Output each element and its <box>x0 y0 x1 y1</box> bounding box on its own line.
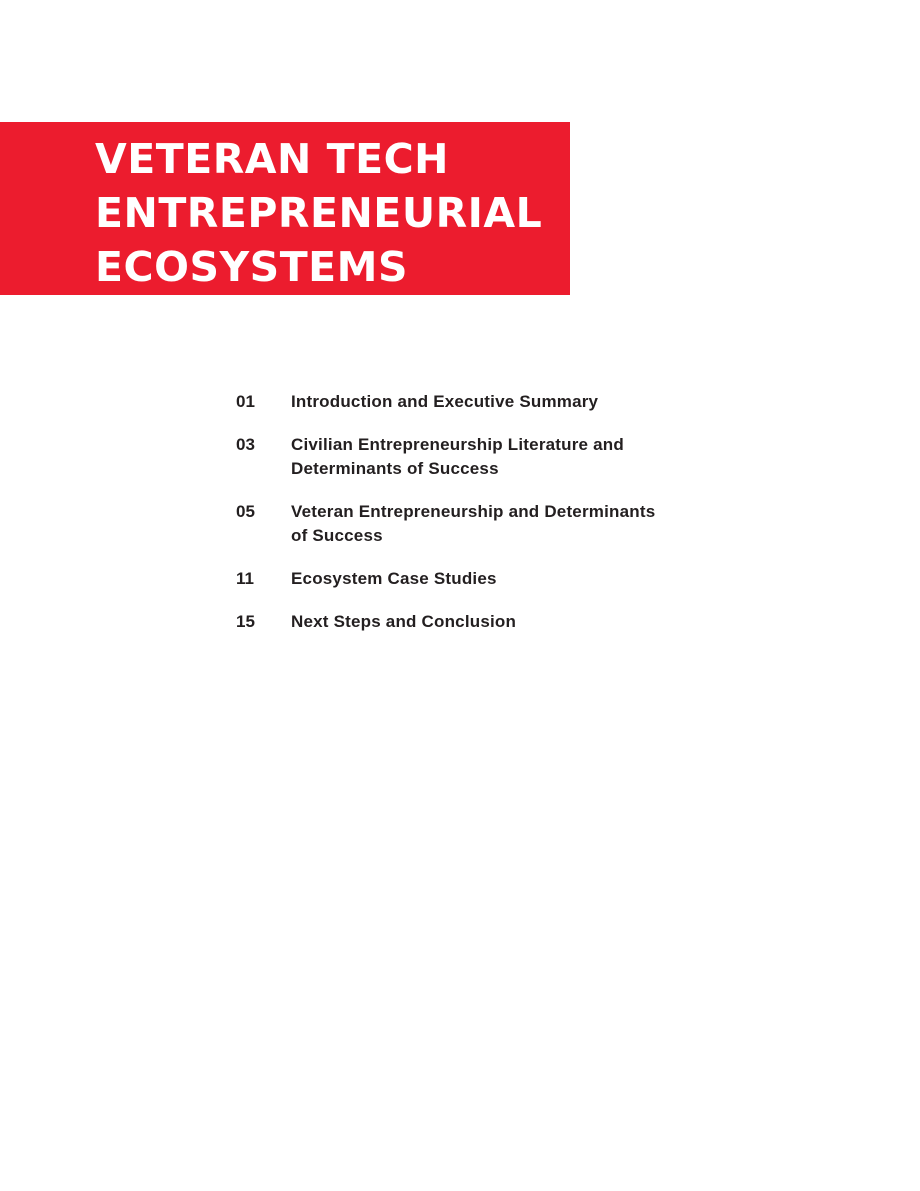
toc-entry-title <box>291 390 598 414</box>
toc-page-number: 01 <box>236 392 255 411</box>
toc-entry-case-studies[interactable] <box>236 567 716 591</box>
toc-entry-title-line: of Success <box>291 526 383 545</box>
toc-page-number: 03 <box>236 435 255 454</box>
toc-entry-title-line: Ecosystem Case Studies <box>291 569 497 588</box>
toc-entry-veteran-entrepreneurship[interactable] <box>236 500 716 548</box>
toc-entry-title <box>291 433 624 481</box>
toc-entry-title <box>291 567 497 591</box>
toc-entry-title <box>291 610 516 634</box>
table-of-contents <box>236 390 716 653</box>
toc-entry-title-line: Introduction and Executive Summary <box>291 392 599 411</box>
toc-entry-title-line: Civilian Entrepreneurship Literature and <box>291 435 624 454</box>
report-title-line: ENTREPRENEURIAL <box>95 189 543 237</box>
toc-entry-title-line: Determinants of Success <box>291 459 499 478</box>
toc-entry-introduction[interactable] <box>236 390 716 414</box>
toc-entry-title-line: Veteran Entrepreneurship and Determinants <box>291 502 656 521</box>
toc-entry-next-steps[interactable] <box>236 610 716 634</box>
toc-entry-title-line: Next Steps and Conclusion <box>291 612 517 631</box>
toc-entry-title <box>291 500 655 548</box>
toc-page-number: 15 <box>236 612 255 631</box>
toc-page-number: 05 <box>236 502 255 521</box>
toc-page-number: 11 <box>236 569 254 588</box>
toc-entry-civilian-entrepreneurship[interactable] <box>236 433 716 481</box>
report-title-line: ECOSYSTEMS <box>95 243 409 291</box>
report-title-line: VETERAN TECH <box>95 135 449 183</box>
report-title <box>95 132 542 294</box>
